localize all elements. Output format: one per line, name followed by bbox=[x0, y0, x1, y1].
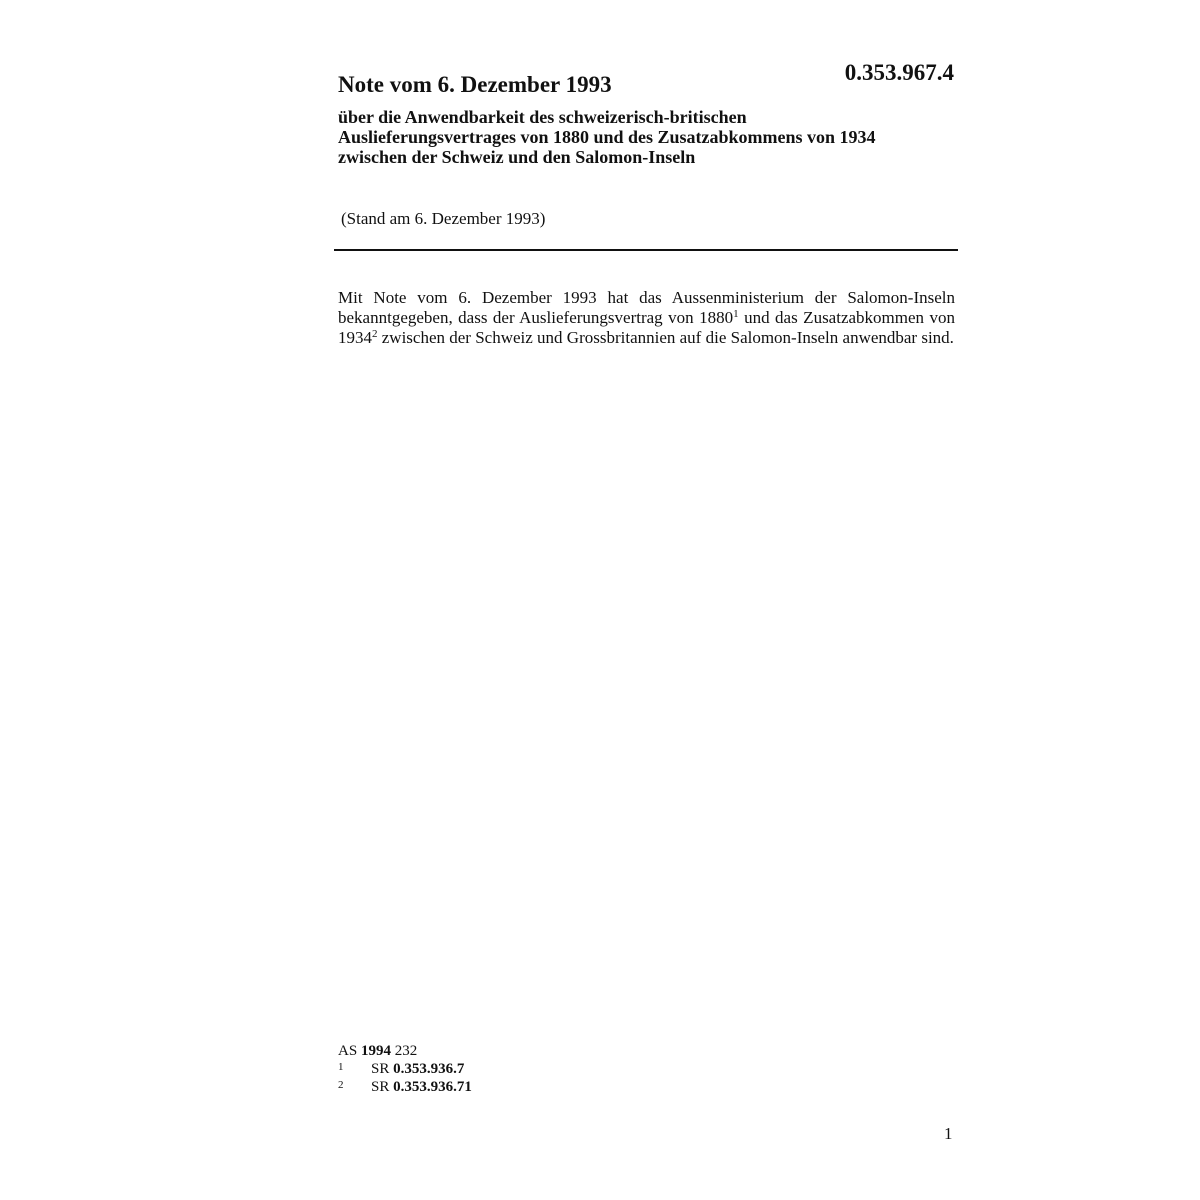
footnotes bbox=[338, 1042, 472, 1096]
body-text-part-1: Mit Note vom 6. Dezember 1993 hat das Aussenministerium der Salomon-Inseln bekanntgegeben, dass der Auslieferungsvertrag von 1880 bbox=[338, 288, 955, 327]
document-title: Note vom 6. Dezember 1993 bbox=[338, 72, 612, 97]
body-paragraph bbox=[338, 288, 955, 348]
footnote-prefix: SR bbox=[371, 1061, 390, 1077]
footnote-prefix: SR bbox=[371, 1079, 390, 1095]
as-page: 232 bbox=[394, 1043, 418, 1059]
footnote-2 bbox=[338, 1078, 472, 1096]
footnote-sr-link[interactable]: 0.353.936.7 bbox=[393, 1061, 465, 1077]
footnote-ref-2[interactable]: 2 bbox=[372, 328, 378, 340]
stand-date: (Stand am 6. Dezember 1993) bbox=[341, 209, 546, 228]
as-prefix: AS bbox=[338, 1043, 358, 1059]
document-subtitle: über die Anwendbarkeit des schweizerisch-britischen Auslieferungsvertrages von 1880 und des Zusatzabkommens von 1934 zwischen der Schweiz und den Salomon-Inseln bbox=[338, 107, 876, 167]
footnote-number: 1 bbox=[338, 1061, 344, 1073]
body-text-part-3: zwischen der Schweiz und Grossbritannien auf die Salomon-Inseln anwendbar sind. bbox=[377, 328, 954, 347]
footnote-number: 2 bbox=[338, 1079, 344, 1091]
as-year: 1994 bbox=[360, 1043, 391, 1059]
header-rule bbox=[334, 249, 958, 251]
footnote-sr-link[interactable]: 0.353.936.71 bbox=[393, 1079, 472, 1095]
page-number: 1 bbox=[944, 1124, 953, 1143]
footnote-ref-1[interactable]: 1 bbox=[733, 308, 739, 320]
body-text-part-2: und das Zusatzabkommen von 1934 bbox=[338, 308, 956, 347]
sr-number: 0.353.967.4 bbox=[844, 60, 954, 85]
